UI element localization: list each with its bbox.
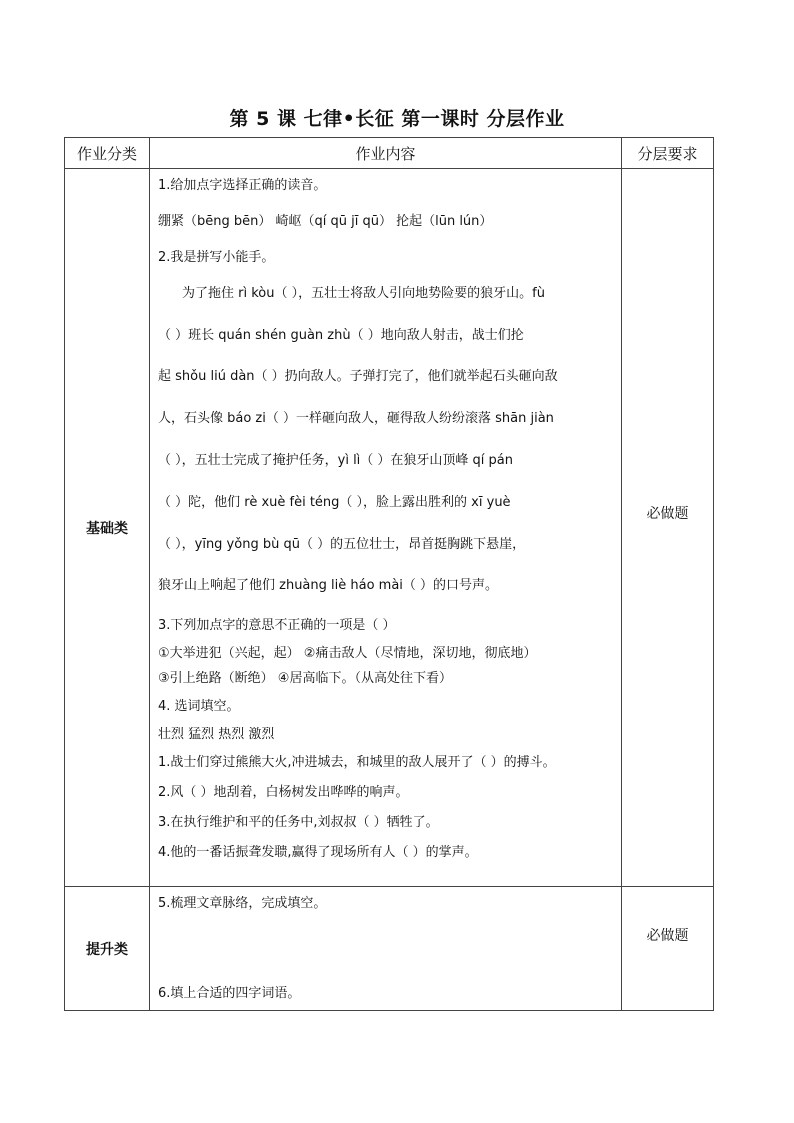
question-4-item: 2.风（ ）地刮着，白杨树发出哗哗的响声。 <box>158 785 409 801</box>
question-4-item: 4.他的一番话振聋发聩,赢得了现场所有人（ ）的掌声。 <box>158 845 478 861</box>
header-requirement: 分层要求 <box>622 138 714 169</box>
question-6: 6.填上合适的四字词语。 <box>158 986 301 1001</box>
paragraph-line: 人，石头像 báo zi（ ）一样砸向敌人，砸得敌人纷纷滚落 shān jiàn <box>158 411 554 427</box>
header-content: 作业内容 <box>150 138 622 169</box>
question-3-options-2: ③引上绝路（断绝） ④居高临下。（从高处往下看） <box>158 671 452 687</box>
header-category: 作业分类 <box>65 138 150 169</box>
question-3: 3.下列加点字的意思不正确的一项是（ ） <box>158 618 396 634</box>
paragraph-line: 狼牙山上响起了他们 zhuàng liè háo mài（ ）的口号声。 <box>158 578 499 594</box>
paragraph-line: （ ），五壮士完成了掩护任务，yì lì（ ）在狼牙山顶峰 qí pán <box>158 453 514 469</box>
question-2: 2.我是拼写小能手。 <box>158 250 275 265</box>
requirement-basic: 必做题 <box>622 169 714 887</box>
paragraph-line: （ ）班长 quán shén guàn zhù（ ）地向敌人射击，战士们抡 <box>158 327 524 343</box>
question-4-words: 壮烈 猛烈 热烈 激烈 <box>158 727 275 743</box>
table-header-row <box>65 138 714 169</box>
paragraph-line: （ ），yīng yǒng bù qū（ ）的五位壮士，昂首挺胸跳下悬崖， <box>158 536 526 552</box>
content-advanced <box>150 887 622 1011</box>
content-basic <box>150 169 622 887</box>
homework-table <box>64 137 714 1011</box>
question-4-item: 1.战士们穿过熊熊大火,冲进城去，和城里的敌人展开了（ ）的搏斗。 <box>158 755 556 771</box>
question-1: 1.给加点字选择正确的读音。 <box>158 178 327 193</box>
page-title: 第 5 课 七律•长征 第一课时 分层作业 <box>229 108 565 130</box>
category-basic: 基础类 <box>65 169 150 887</box>
table-row-basic <box>65 169 714 887</box>
paragraph-line: （ ）陀，他们 rè xuè fèi téng（ ），脸上露出胜利的 xī yuè <box>158 494 511 510</box>
question-4: 4. 选词填空。 <box>158 699 240 715</box>
table-row-advanced <box>65 887 714 1011</box>
question-3-options-1: ①大举进犯（兴起，起） ②痛击敌人（尽情地，深切地，彻底地） <box>158 646 537 662</box>
question-1-items: 绷紧（bēng bēn） 崎岖（qí qū jī qū） 抡起（lūn lún） <box>158 214 493 229</box>
question-2-paragraph <box>158 273 621 607</box>
category-advanced: 提升类 <box>65 887 150 1011</box>
question-4-item: 3.在执行维护和平的任务中,刘叔叔（ ）牺牲了。 <box>158 815 439 831</box>
requirement-advanced: 必做题 <box>622 887 714 1011</box>
paragraph-line: 起 shǒu liú dàn（ ）扔向敌人。子弹打完了，他们就举起石头砸向敌 <box>158 369 558 385</box>
question-5: 5.梳理文章脉络，完成填空。 <box>158 896 327 911</box>
paragraph-line: 为了拖住 rì kòu（ ），五壮士将敌人引向地势险要的狼牙山。fù <box>182 285 545 301</box>
